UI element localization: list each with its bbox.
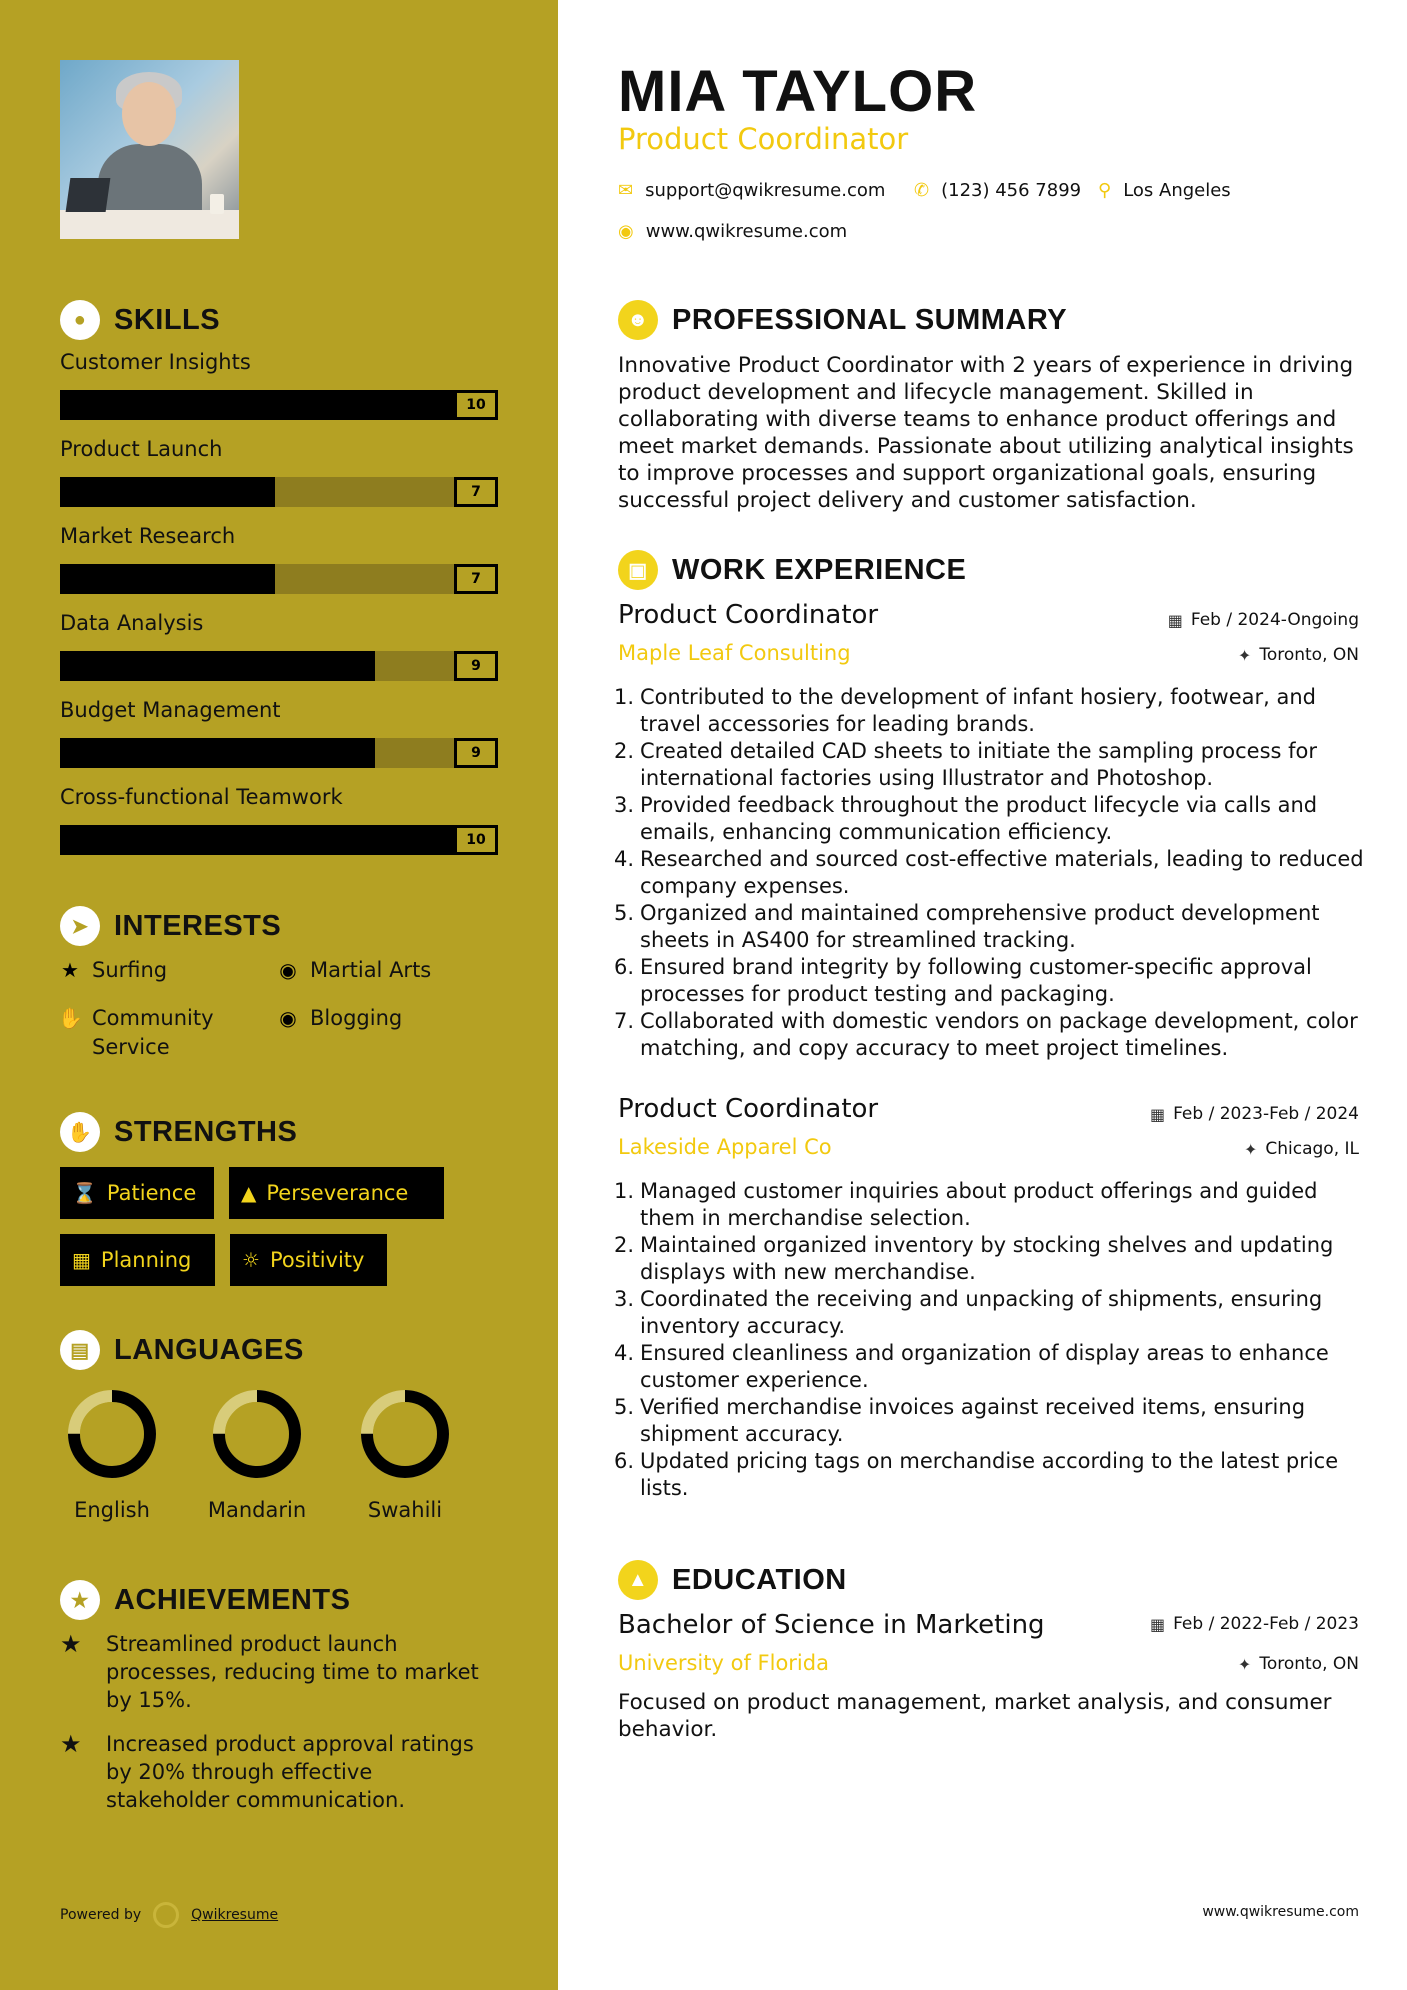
- education-dates: ▦ Feb / 2022-Feb / 2023: [1149, 1614, 1359, 1634]
- company-name: Lakeside Apparel Co: [618, 1135, 832, 1159]
- pin-icon: ✦: [1237, 645, 1252, 665]
- job-bullet: Coordinated the receiving and unpacking of shipments, ensuring inventory accuracy.: [640, 1287, 1323, 1338]
- skill-bar-fill: [60, 825, 454, 855]
- language-swahili: Swahili: [345, 1388, 465, 1522]
- language-english: English: [52, 1388, 172, 1522]
- graduation-cap-icon: ▲: [618, 1560, 658, 1600]
- job-bullet: Managed customer inquiries about product offerings and guided them in merchandise selection.: [640, 1179, 1318, 1230]
- globe-icon: ◉: [618, 221, 634, 242]
- road-icon: ▲: [241, 1181, 257, 1205]
- achievements-heading: ★ ACHIEVEMENTS: [60, 1580, 350, 1620]
- strength-badge: ⌛ Patience: [60, 1167, 214, 1219]
- interests-heading: ➤ INTERESTS: [60, 906, 281, 946]
- job-bullet: Updated pricing tags on merchandise according to the latest price lists.: [640, 1449, 1339, 1500]
- paper-plane-icon: ➤: [60, 906, 100, 946]
- job-bullet: Ensured brand integrity by following customer-specific approval processes for product testing and packaging.: [640, 955, 1312, 1006]
- skill-bar-fill: [60, 564, 275, 594]
- company-name: Maple Leaf Consulting: [618, 641, 851, 665]
- qwikresume-logo-icon: [153, 1902, 179, 1928]
- job-bullet: Contributed to the development of infant hosiery, footwear, and travel accessories for leading brands.: [640, 685, 1317, 736]
- language-mandarin: Mandarin: [197, 1388, 317, 1522]
- job-bullet: Collaborated with domestic vendors on package development, color matching, and copy accuracy to meet project timelines.: [640, 1009, 1358, 1060]
- skill-value: 9: [454, 651, 498, 681]
- calendar-icon: ▦: [72, 1248, 91, 1272]
- skill-bar: [60, 651, 498, 681]
- skill-item: [60, 437, 498, 507]
- language-ring: [211, 1388, 303, 1480]
- skill-bar: [60, 825, 498, 855]
- skill-name: Customer Insights: [60, 350, 251, 374]
- job-title: Product Coordinator: [618, 600, 879, 630]
- languages-heading: ▤ LANGUAGES: [60, 1330, 304, 1370]
- job-bullet: Maintained organized inventory by stocking shelves and updating displays with new merchandise.: [640, 1233, 1334, 1284]
- skill-item: [60, 350, 498, 420]
- job-dates: ▦ Feb / 2023-Feb / 2024: [1149, 1104, 1359, 1124]
- footer-url[interactable]: www.qwikresume.com: [1202, 1904, 1359, 1920]
- achievement-item: ★ Increased product approval ratings by 20% through effective stakeholder communication.: [60, 1730, 474, 1812]
- strength-badge: ▲ Perseverance: [229, 1167, 444, 1219]
- interest-item: ◉ Blogging: [276, 1004, 402, 1033]
- language-ring: [359, 1388, 451, 1480]
- lightbulb-icon: ●: [60, 300, 100, 340]
- skill-name: Budget Management: [60, 698, 281, 722]
- qwikresume-link[interactable]: Qwikresume: [191, 1907, 279, 1923]
- experience-heading: ▣ WORK EXPERIENCE: [618, 550, 966, 590]
- user-icon: ☻: [618, 300, 658, 340]
- hand-raised-icon: ✋: [60, 1112, 100, 1152]
- education-heading: ▲ EDUCATION: [618, 1560, 847, 1600]
- job-title: Product Coordinator: [618, 1094, 879, 1124]
- star-icon: ★: [61, 958, 79, 982]
- interest-item: ✋ Community Service: [58, 1004, 232, 1062]
- skill-name: Data Analysis: [60, 611, 204, 635]
- interest-item: ◉ Martial Arts: [276, 956, 431, 985]
- calendar-icon: ▦: [1149, 1614, 1166, 1634]
- strengths-heading: ✋ STRENGTHS: [60, 1112, 297, 1152]
- star-badge-icon: ★: [60, 1580, 100, 1620]
- school-name: University of Florida: [618, 1651, 829, 1675]
- skill-bar-fill: [60, 477, 275, 507]
- skill-value: 10: [454, 825, 498, 855]
- skill-item: [60, 611, 498, 681]
- users-icon: ◉: [279, 1006, 297, 1030]
- strength-badge: ▦ Planning: [60, 1234, 215, 1286]
- calendar-icon: ▦: [1167, 610, 1183, 630]
- education-location: ✦ Toronto, ON: [1237, 1654, 1359, 1674]
- summary-text: Innovative Product Coordinator with 2 years of experience in driving product development and lifecycle management. Skilled in collaborating with diverse teams to enhance product offerings and meet market demands. Passionate about utilizing analytical insights to improve processes and support organizational goals, ensuring successful project delivery and customer satisfaction.: [618, 353, 1354, 513]
- skill-bar: [60, 564, 498, 594]
- skill-value: 7: [454, 564, 498, 594]
- job-bullet: Researched and sourced cost-effective materials, leading to reduced company expenses.: [640, 847, 1364, 898]
- contact-phone[interactable]: ✆ (123) 456 7899: [914, 180, 1082, 201]
- skill-item: [60, 698, 498, 768]
- candidate-name: MIA TAYLOR: [618, 59, 978, 124]
- strength-badge: ☼ Positivity: [230, 1234, 387, 1286]
- summary-heading: ☻ PROFESSIONAL SUMMARY: [618, 300, 1067, 340]
- pin-icon: ✦: [1237, 1654, 1252, 1674]
- language-ring: [66, 1388, 158, 1480]
- skill-bar: [60, 477, 498, 507]
- job-bullet: Ensured cleanliness and organization of display areas to enhance customer experience.: [640, 1341, 1329, 1392]
- envelope-icon: ✉: [618, 180, 634, 201]
- sidebar: [0, 0, 558, 1990]
- pin-icon: ✦: [1243, 1139, 1258, 1159]
- hand-icon: ✋: [58, 1006, 83, 1030]
- main-content: [558, 0, 1407, 1990]
- skill-item: [60, 524, 498, 594]
- powered-by: Powered by Qwikresume: [60, 1902, 278, 1928]
- job-bullet: Verified merchandise invoices against received items, ensuring shipment accuracy.: [640, 1395, 1306, 1446]
- skill-name: Cross-functional Teamwork: [60, 785, 343, 809]
- contact-website[interactable]: ◉ www.qwikresume.com: [618, 221, 848, 242]
- interest-item: ★ Surfing: [58, 956, 252, 985]
- skill-value: 9: [454, 738, 498, 768]
- contact-location: ⚲ Los Angeles: [1098, 180, 1231, 201]
- skill-bar-fill: [60, 651, 375, 681]
- contact-email[interactable]: ✉ support@qwikresume.com: [618, 180, 886, 201]
- job-bullet: Organized and maintained comprehensive product development sheets in AS400 for streamlined tracking.: [640, 901, 1320, 952]
- globe-icon: ◉: [279, 958, 297, 982]
- star-icon: ★: [60, 1630, 82, 1658]
- id-card-icon: ▤: [60, 1330, 100, 1370]
- skill-item: [60, 785, 498, 855]
- job-location: ✦ Toronto, ON: [1237, 645, 1359, 665]
- star-icon: ★: [60, 1730, 82, 1758]
- candidate-role: Product Coordinator: [618, 122, 909, 156]
- office-chair-icon: ▣: [618, 550, 658, 590]
- job-bullet: Provided feedback throughout the product lifecycle via calls and emails, enhancing communication efficiency.: [640, 793, 1318, 844]
- education-description: Focused on product management, market analysis, and consumer behavior.: [618, 1690, 1332, 1742]
- skill-bar-fill: [60, 738, 375, 768]
- hourglass-icon: ⌛: [72, 1181, 97, 1205]
- phone-icon: ✆: [914, 180, 930, 201]
- profile-photo: [60, 60, 239, 239]
- skill-bar-fill: [60, 390, 454, 420]
- skill-bar: [60, 738, 498, 768]
- sun-icon: ☼: [242, 1248, 260, 1272]
- skills-heading: ● SKILLS: [60, 300, 220, 340]
- achievement-item: ★ Streamlined product launch processes, reducing time to market by 15%.: [60, 1630, 479, 1712]
- job-dates: ▦ Feb / 2024-Ongoing: [1167, 610, 1359, 630]
- skill-name: Product Launch: [60, 437, 223, 461]
- job-bullets: [616, 684, 1364, 1062]
- skill-value: 7: [454, 477, 498, 507]
- job-location: ✦ Chicago, IL: [1243, 1139, 1359, 1159]
- job-bullet: Created detailed CAD sheets to initiate the sampling process for international factories using Illustrator and Photoshop.: [640, 739, 1318, 790]
- skill-name: Market Research: [60, 524, 236, 548]
- degree-title: Bachelor of Science in Marketing: [618, 1610, 1045, 1640]
- skill-bar: [60, 390, 498, 420]
- calendar-icon: ▦: [1149, 1104, 1166, 1124]
- map-pin-icon: ⚲: [1098, 180, 1112, 201]
- job-bullets: [616, 1178, 1364, 1502]
- skill-value: 10: [454, 390, 498, 420]
